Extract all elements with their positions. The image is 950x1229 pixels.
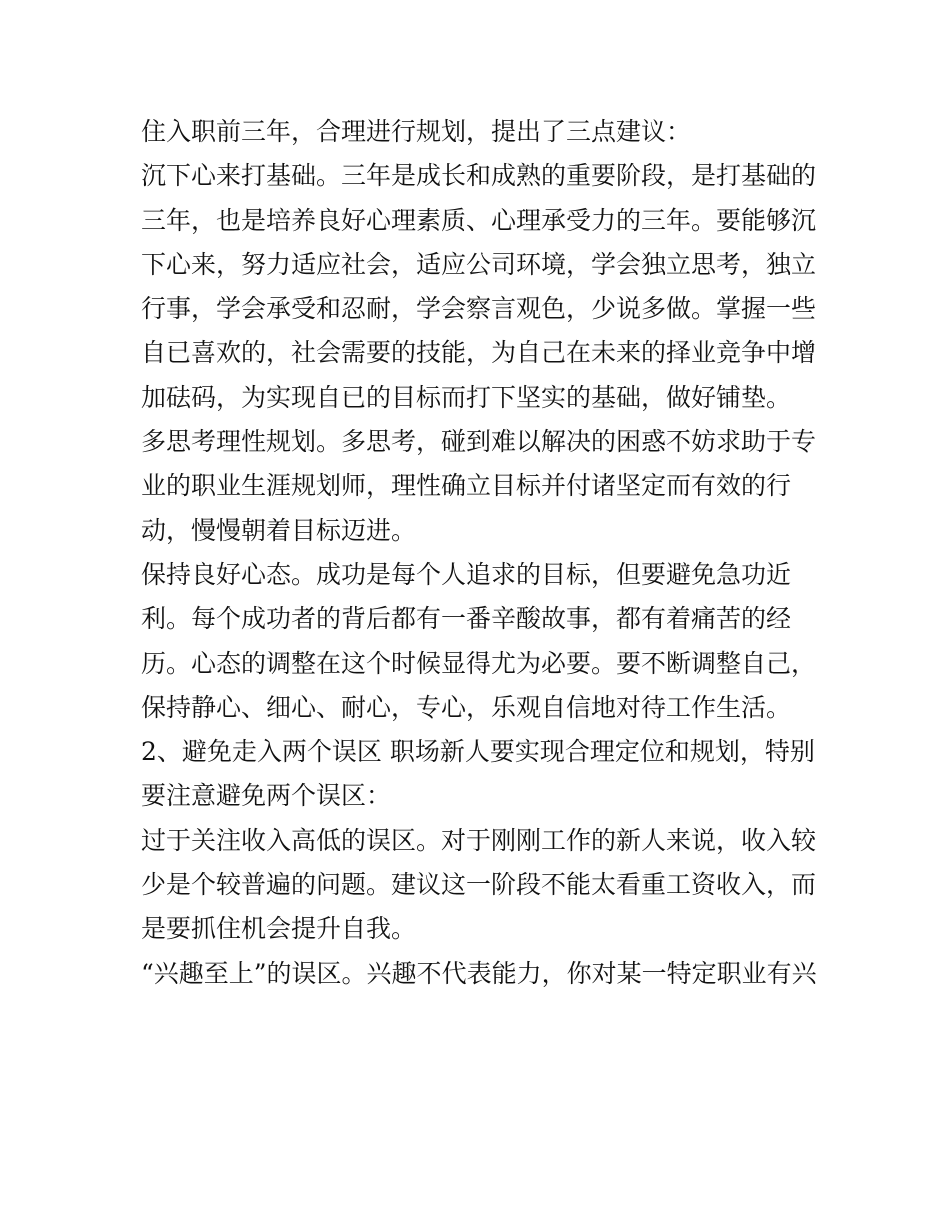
document-body xyxy=(141,110,821,996)
text-line: 过于关注收入高低的误区。对于刚刚工作的新人来说，收入较 xyxy=(141,825,817,855)
text-line: 行事，学会承受和忍耐，学会察言观色，少说多做。掌握一些 xyxy=(141,294,817,324)
text-line: 加砝码，为实现自已的目标而打下坚实的基础，做好铺垫。 xyxy=(141,382,792,412)
text-line: 保持良好心态。成功是每个人追求的目标，但要避免急功近 xyxy=(141,559,792,589)
text-line: 多思考理性规划。多思考，碰到难以解决的困惑不妨求助于专 xyxy=(141,427,817,457)
text-line: 下心来，努力适应社会，适应公司环境，学会独立思考，独立 xyxy=(141,249,817,279)
text-line: 2、避免走入两个误区 职场新人要实现合理定位和规划，特别 xyxy=(141,737,815,767)
text-line: 利。每个成功者的背后都有一番辛酸故事，都有着痛苦的经 xyxy=(141,604,792,634)
text-line: 住入职前三年，合理进行规划，提出了三点建议： xyxy=(141,117,692,146)
text-line: “兴趣至上”的误区。兴趣不代表能力，你对某一特定职业有兴 xyxy=(141,958,817,988)
text-line: 沉下心来打基础。三年是成长和成熟的重要阶段，是打基础的 xyxy=(141,161,817,191)
text-line: 少是个较普遍的问题。建议这一阶段不能太看重工资收入，而 xyxy=(141,870,817,900)
text-line: 历。心态的调整在这个时候显得尤为必要。要不断调整自己， xyxy=(141,648,817,678)
text-line: 是要抓住机会提升自我。 xyxy=(141,914,417,944)
text-line: 业的职业生涯规划师，理性确立目标并付诸坚定而有效的行 xyxy=(141,471,792,501)
text-line: 三年，也是培养良好心理素质、心理承受力的三年。要能够沉 xyxy=(141,205,817,235)
text-line: 自已喜欢的，社会需要的技能，为自己在未来的择业竞争中增 xyxy=(141,338,817,368)
text-line: 要注意避免两个误区： xyxy=(141,781,392,811)
text-line: 动，慢慢朝着目标迈进。 xyxy=(141,515,417,545)
text-line: 保持静心、细心、耐心，专心，乐观自信地对待工作生活。 xyxy=(141,692,792,722)
